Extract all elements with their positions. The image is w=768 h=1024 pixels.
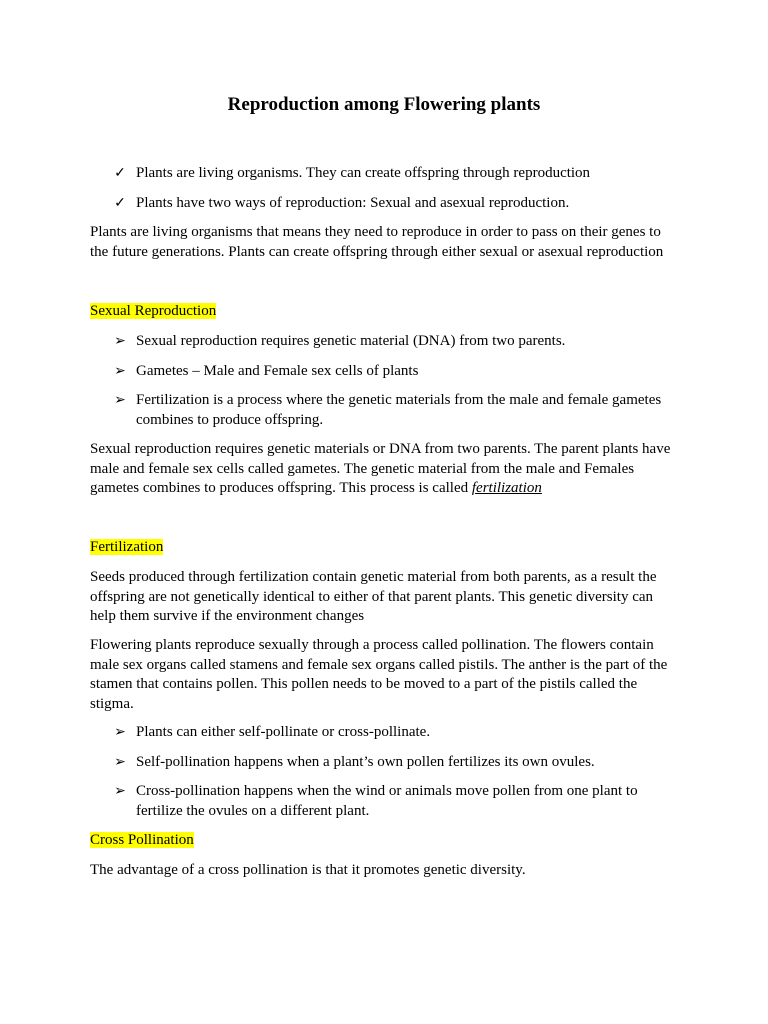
fertilization-paragraph-2: Flowering plants reproduce sexually through a process called pollination. The flowers contain male sex organs called stamens and female sex organs called pistils. The anther is the part of the stamen that contains pollen. This pollen needs to be moved to a part of the pistils called the stigma. (90, 637, 668, 712)
arrow-bullet-icon: ➢ (114, 334, 126, 349)
sexual-bullet: Fertilization is a process where the genetic materials from the male and female gametes combines to produce offspring. (136, 392, 662, 428)
sexual-bullet: Sexual reproduction requires genetic material (DNA) from two parents. (136, 333, 566, 349)
arrow-bullet-icon: ➢ (114, 725, 126, 740)
sexual-paragraph-text: Sexual reproduction requires genetic materials or DNA from two parents. The parent plants have male and female sex cells called gametes. The genetic material from the male and Females gametes combines to produces offspring. This process is called (90, 441, 671, 497)
checkmark-icon: ✓ (114, 166, 126, 181)
intro-paragraph: Plants are living organisms that means they need to reproduce in order to pass on their genes to the future generations. Plants can create offspring through either sexual or asexual reproduction (90, 224, 664, 260)
section-heading-sexual (90, 302, 216, 322)
pollination-bullet: Cross-pollination happens when the wind or animals move pollen from one plant to fertilize the ovules on a different plant. (136, 783, 638, 819)
highlighted-heading: Sexual Reproduction (90, 303, 217, 319)
sexual-bullet: Gametes – Male and Female sex cells of plants (136, 363, 419, 379)
highlighted-heading: Fertilization (90, 539, 164, 555)
checkmark-icon: ✓ (114, 196, 126, 211)
arrow-bullet-icon: ➢ (114, 393, 126, 408)
section-heading-fertilization (90, 538, 163, 558)
fertilization-term: fertilization (471, 480, 542, 497)
page-title: Reproduction among Flowering plants (227, 94, 541, 115)
intro-bullet: Plants have two ways of reproduction: Sexual and asexual reproduction. (136, 195, 570, 211)
cross-pollination-paragraph: The advantage of a cross pollination is that it promotes genetic diversity. (90, 862, 526, 878)
intro-bullet: Plants are living organisms. They can create offspring through reproduction (136, 165, 591, 181)
pollination-bullet: Self-pollination happens when a plant’s own pollen fertilizes its own ovules. (136, 754, 595, 770)
sexual-paragraph (90, 440, 680, 499)
fertilization-paragraph-1: Seeds produced through fertilization contain genetic material from both parents, as a result the offspring are not genetically identical to either of that parent plants. This genetic diversity can help them survive if the environment changes (90, 569, 657, 625)
pollination-bullet: Plants can either self-pollinate or cross-pollinate. (136, 724, 431, 740)
arrow-bullet-icon: ➢ (114, 755, 126, 770)
arrow-bullet-icon: ➢ (114, 784, 126, 799)
arrow-bullet-icon: ➢ (114, 364, 126, 379)
highlighted-heading: Cross Pollination (90, 832, 194, 848)
section-heading-cross-pollination (90, 831, 194, 851)
